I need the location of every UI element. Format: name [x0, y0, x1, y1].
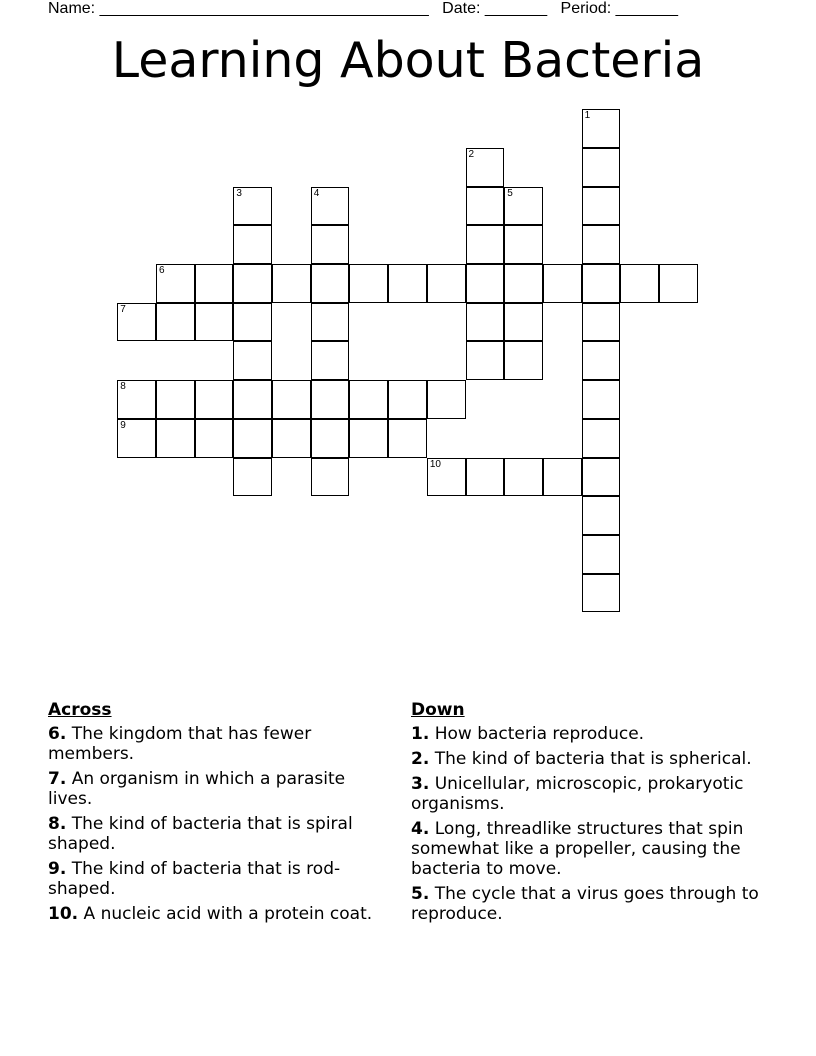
grid-cell[interactable] [582, 496, 621, 535]
grid-cell[interactable] [349, 380, 388, 419]
clue-number: 10. [48, 904, 79, 924]
grid-cell[interactable] [233, 341, 272, 380]
grid-cell[interactable] [582, 187, 621, 226]
clue-number-label: 5 [507, 187, 513, 199]
grid-cell[interactable] [233, 419, 272, 458]
grid-cell[interactable] [311, 419, 350, 458]
grid-cell[interactable] [311, 264, 350, 303]
clue-across-8 [48, 814, 388, 854]
clue-text: How bacteria reproduce. [434, 724, 645, 744]
grid-cell[interactable] [195, 380, 234, 419]
down-heading: Down [411, 700, 465, 720]
grid-cell[interactable] [504, 225, 543, 264]
grid-cell[interactable] [195, 419, 234, 458]
clue-text: The cycle that a virus goes through to reproduce. [411, 884, 759, 924]
down-clues [411, 700, 776, 929]
grid-cell[interactable] [233, 458, 272, 497]
clue-down-3 [411, 774, 776, 814]
clue-number: 2. [411, 749, 430, 769]
grid-cell[interactable] [233, 264, 272, 303]
grid-cell[interactable] [466, 458, 505, 497]
grid-cell[interactable] [582, 148, 621, 187]
grid-cell[interactable] [233, 225, 272, 264]
grid-cell[interactable] [504, 187, 543, 226]
clue-across-7 [48, 769, 388, 809]
clue-number-label: 6 [158, 265, 165, 277]
clue-number: 6. [48, 724, 67, 744]
grid-cell[interactable] [233, 380, 272, 419]
clue-number-label: 1 [584, 110, 591, 122]
clue-across-6 [48, 724, 388, 764]
grid-cell[interactable] [466, 225, 505, 264]
name-label: Name: [48, 0, 96, 17]
clue-text: A nucleic acid with a protein coat. [83, 904, 373, 924]
clue-number: 7. [48, 769, 67, 789]
grid-cell[interactable] [233, 303, 272, 342]
clue-number: 5. [411, 884, 430, 904]
clue-number-label: 8 [120, 381, 126, 393]
grid-cell[interactable] [582, 225, 621, 264]
grid-cell[interactable] [156, 264, 195, 303]
clue-across-10 [48, 904, 388, 924]
grid-cell[interactable] [117, 303, 156, 342]
grid-cell[interactable] [349, 419, 388, 458]
grid-cell[interactable] [311, 187, 350, 226]
grid-cell[interactable] [582, 380, 621, 419]
grid-cell[interactable] [504, 341, 543, 380]
grid-cell[interactable] [156, 419, 195, 458]
grid-cell[interactable] [582, 458, 621, 497]
clue-number: 1. [411, 724, 430, 744]
clue-number-label: 3 [236, 187, 242, 199]
grid-cell[interactable] [388, 419, 427, 458]
clue-number: 4. [411, 819, 430, 839]
grid-cell[interactable] [195, 264, 234, 303]
grid-cell[interactable] [156, 303, 195, 342]
clue-number-label: 10 [429, 458, 441, 470]
clue-number-label: 4 [313, 187, 320, 199]
grid-cell[interactable] [272, 380, 311, 419]
grid-cell[interactable] [620, 264, 659, 303]
clue-number: 8. [48, 814, 67, 834]
clue-down-5 [411, 884, 776, 924]
clue-down-1 [411, 724, 776, 744]
grid-cell[interactable] [272, 419, 311, 458]
grid-cell[interactable] [582, 341, 621, 380]
clue-number-label: 7 [120, 303, 126, 315]
grid-cell[interactable] [582, 303, 621, 342]
clue-text: Long, threadlike structures that spin somewhat like a propeller, causing the bacteria to move. [411, 819, 744, 879]
grid-cell[interactable] [195, 303, 234, 342]
clue-text: Unicellular, microscopic, prokaryotic organisms. [411, 774, 744, 814]
clue-text: The kingdom that has fewer members. [48, 724, 312, 764]
grid-cell[interactable] [582, 535, 621, 574]
page-title: Learning About Bacteria [111, 32, 705, 89]
grid-cell[interactable] [427, 264, 466, 303]
clue-text: The kind of bacteria that is rod-shaped. [48, 859, 341, 899]
grid-cell[interactable] [543, 264, 582, 303]
clue-down-2 [411, 749, 776, 769]
grid-cell[interactable] [117, 419, 156, 458]
period-label: Period: [560, 0, 612, 17]
clue-text: The kind of bacteria that is spiral shaped. [48, 814, 353, 854]
grid-cell[interactable] [466, 187, 505, 226]
grid-cell[interactable] [504, 458, 543, 497]
grid-cell[interactable] [233, 187, 272, 226]
clue-across-9 [48, 859, 388, 899]
clue-number-label: 9 [120, 419, 126, 431]
grid-cell[interactable] [156, 380, 195, 419]
across-clues [48, 700, 388, 929]
date-blank: _______ [484, 0, 548, 17]
grid-cell[interactable] [466, 264, 505, 303]
grid-cell[interactable] [582, 419, 621, 458]
grid-cell[interactable] [311, 341, 350, 380]
grid-cell[interactable] [311, 225, 350, 264]
across-heading: Across [48, 700, 112, 720]
grid-cell[interactable] [504, 264, 543, 303]
grid-cell[interactable] [659, 264, 698, 303]
grid-cell[interactable] [466, 303, 505, 342]
date-label: Date: [442, 0, 481, 17]
clue-down-4 [411, 819, 776, 879]
clue-number-label: 2 [468, 148, 475, 160]
grid-cell[interactable] [466, 148, 505, 187]
grid-cell[interactable] [272, 264, 311, 303]
grid-cell[interactable] [117, 380, 156, 419]
grid-cell[interactable] [582, 109, 621, 148]
grid-cell[interactable] [504, 303, 543, 342]
grid-cell[interactable] [582, 264, 621, 303]
grid-cell[interactable] [311, 380, 350, 419]
period-blank: _______ [615, 0, 678, 17]
grid-cell[interactable] [543, 458, 582, 497]
grid-cell[interactable] [311, 458, 350, 497]
clue-text: An organism in which a parasite lives. [48, 769, 346, 809]
grid-cell[interactable] [311, 303, 350, 342]
clue-text: The kind of bacteria that is spherical. [434, 749, 752, 769]
grid-cell[interactable] [388, 380, 427, 419]
grid-cell[interactable] [582, 574, 621, 613]
grid-cell[interactable] [466, 341, 505, 380]
name-blank: _____________________________________ [99, 0, 429, 17]
grid-cell[interactable] [388, 264, 427, 303]
clue-number: 3. [411, 774, 430, 794]
grid-cell[interactable] [427, 458, 466, 497]
grid-cell[interactable] [349, 264, 388, 303]
clue-number: 9. [48, 859, 67, 879]
grid-cell[interactable] [427, 380, 466, 419]
